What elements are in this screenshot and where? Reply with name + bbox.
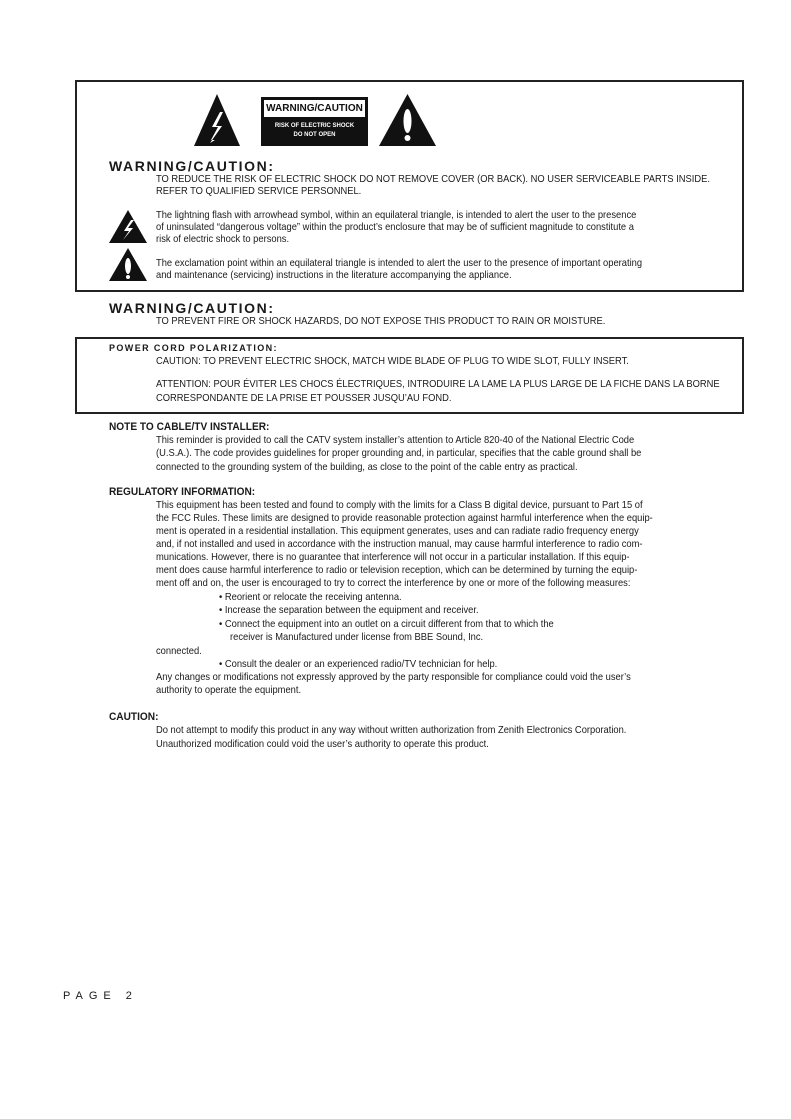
lightning-text: risk of electric shock to persons. — [156, 234, 290, 245]
cable-line: (U.S.A.). The code provides guidelines for proper grounding and, in particular, specifies that the cable ground shall be — [156, 448, 642, 459]
regulatory-line: ment does cause harmful interference to radio or television reception, which can be determined by turning the equip- — [156, 565, 638, 576]
regulatory-line: ment off and on, the user is encouraged to try to correct the interference by one or more of the following measures: — [156, 578, 631, 589]
bbe-notice: Manufactured under license from BBE Sound, Inc. — [275, 632, 484, 643]
lightning-text: of uninsulated “dangerous voltage” within the product’s enclosure that may be of sufficient magnitude to constitute a — [156, 222, 634, 233]
cable-line: connected to the grounding system of the building, as close to the point of the cable entry as practical. — [156, 462, 578, 473]
regulatory-heading: REGULATORY INFORMATION: — [109, 486, 256, 498]
warning-line: TO PREVENT FIRE OR SHOCK HAZARDS, DO NOT EXPOSE THIS PRODUCT TO RAIN OR MOISTURE. — [156, 316, 606, 327]
regulatory-closing: Any changes or modifications not expressly approved by the party responsible for compliance could void the user’s — [156, 672, 631, 683]
regulatory-line: ment is operated in a residential installation. This equipment generates, uses and can radiate radio frequency energy — [156, 526, 639, 537]
exclamation-triangle-icon — [379, 94, 436, 146]
page-number: PAGE 2 — [63, 990, 138, 1002]
warning-line: REFER TO QUALIFIED SERVICE PERSONNEL. — [156, 186, 362, 197]
label-line2: DO NOT OPEN — [293, 132, 336, 138]
lightning-triangle-icon — [194, 94, 240, 146]
exclamation-triangle-icon — [109, 248, 147, 281]
receiver-text: receiver is — [230, 632, 273, 643]
warning-label — [261, 97, 368, 146]
regulatory-connected: connected. — [156, 646, 202, 657]
lightning-triangle-icon — [109, 210, 147, 243]
regulatory-line: munications. However, there is no guarantee that interference will not occur in a particular installation. If this equip- — [156, 552, 630, 563]
regulatory-line: and, if not installed and used in accordance with the instruction manual, may cause harmful interference to radio com- — [156, 539, 643, 550]
regulatory-bullet: • Increase the separation between the equipment and receiver. — [219, 605, 479, 616]
regulatory-closing: authority to operate the equipment. — [156, 685, 302, 696]
warning-line: TO REDUCE THE RISK OF ELECTRIC SHOCK DO NOT REMOVE COVER (OR BACK). NO USER SERVICEABLE PARTS INSIDE. — [156, 174, 710, 185]
label-line1: RISK OF ELECTRIC SHOCK — [274, 123, 355, 129]
exclamation-text: and maintenance (servicing) instructions in the literature accompanying the appliance. — [156, 270, 512, 281]
exclamation-text: The exclamation point within an equilateral triangle is intended to alert the user to the presence of important operating — [156, 258, 643, 269]
warning-heading-2: WARNING/CAUTION: — [109, 300, 275, 316]
cable-line: This reminder is provided to call the CATV system installer’s attention to Article 820-40 of the National Electric Code — [156, 435, 635, 446]
regulatory-bullet: • Reorient or relocate the receiving antenna. — [219, 592, 402, 603]
caution-line: Do not attempt to modify this product in any way without written authorization from Zenith Electronics Corporation. — [156, 725, 627, 736]
regulatory-line: the FCC Rules. These limits are designed to provide reasonable protection against harmful interference when the equip- — [156, 513, 653, 524]
regulatory-bullet: • Connect the equipment into an outlet on a circuit different from that to which the — [219, 619, 554, 630]
regulatory-bullet: • Consult the dealer or an experienced radio/TV technician for help. — [219, 659, 498, 670]
polarization-line: CORRESPONDANTE DE LA PRISE ET POUSSER JUSQU’AU FOND. — [156, 393, 452, 404]
caution-heading: CAUTION: — [109, 711, 159, 723]
polarization-line: ATTENTION: POUR ÉVITER LES CHOCS ÉLECTRIQUES, INTRODUIRE LA LAME LA PLUS LARGE DE LA FICHE DANS LA BORNE — [156, 379, 720, 390]
regulatory-line: This equipment has been tested and found to comply with the limits for a Class B digital device, pursuant to Part 15 of — [156, 500, 643, 511]
polarization-line: CAUTION: TO PREVENT ELECTRIC SHOCK, MATCH WIDE BLADE OF PLUG TO WIDE SLOT, FULLY INSERT. — [156, 356, 629, 367]
polarization-heading: POWER CORD POLARIZATION: — [109, 343, 278, 353]
label-title: WARNING/CAUTION — [264, 100, 365, 117]
caution-line: Unauthorized modification could void the user’s authority to operate this product. — [156, 739, 489, 750]
lightning-text: The lightning flash with arrowhead symbol, within an equilateral triangle, is intended to alert the user to the presence — [156, 210, 637, 221]
warning-heading-1: WARNING/CAUTION: — [109, 158, 275, 174]
cable-heading: NOTE TO CABLE/TV INSTALLER: — [109, 421, 270, 433]
regulatory-receiver — [230, 632, 483, 644]
